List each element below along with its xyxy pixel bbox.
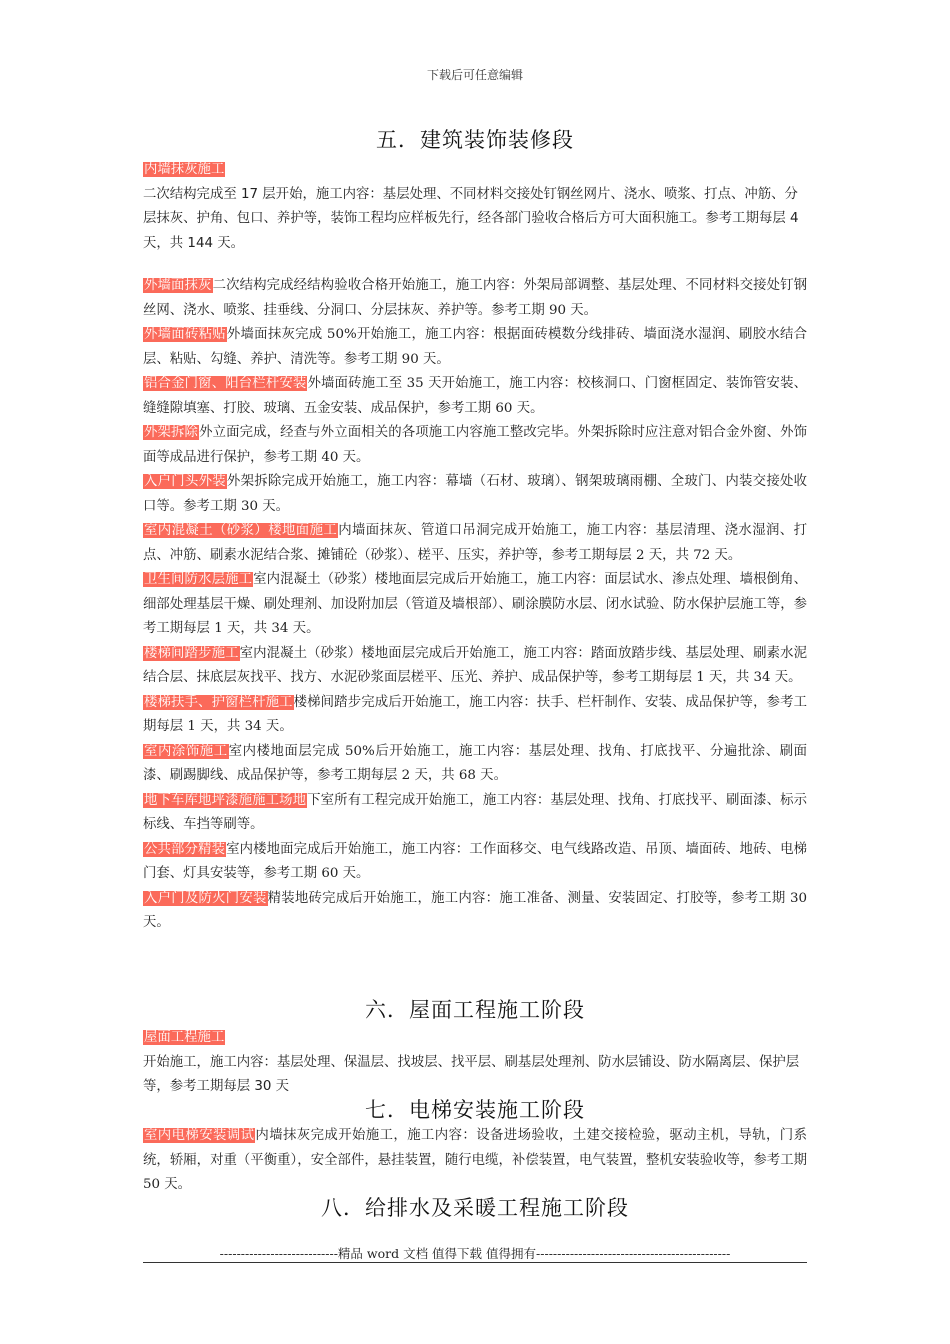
item-text: 精装地砖完成后开始施工，施工内容：施工准备、测量、安装固定、打胶等，参考工期 30 天。 [143, 890, 808, 930]
section-title-6: 六．屋面工程施工阶段 [365, 998, 585, 1022]
item-text: 内墙面抹灰、管道口吊洞完成开始施工，施工内容：基层清理、浇水湿润、打点、冲筋、刷素水泥结合浆、摊铺砼（砂浆）、槎平、压实，养护等，参考工期每层 2 天，共 72 天。 [143, 523, 807, 563]
item-text: 外架拆除完成开始施工，施工内容：幕墙（石材、玻璃）、钢架玻璃雨棚、全玻门、内装交接处收口等。参考工期 30 天。 [143, 474, 808, 514]
section-7 [143, 1094, 807, 1198]
header-note: 下载后可任意编辑 [426, 68, 523, 82]
section-title-8: 八．给排水及采暖工程施工阶段 [321, 1196, 629, 1220]
item-text: 室内混凝土（砂浆）楼地面层完成后开始施工，施工内容：面层试水、渗点处理、墙根倒角、细部处理基层干燥、刷处理剂、加设附加层（管道及墙根部）、刷涂膜防水层、闭水试验、防水保护层施工等，参考工期每层 1 天，共 34 天。 [143, 572, 808, 636]
paragraph-elevator [143, 1124, 807, 1198]
item-text: 楼梯间踏步完成后开始施工，施工内容：扶手、栏杆制作、安装、成品保护等，参考工期每层 1 天，共 34 天。 [143, 694, 807, 734]
list-item [143, 691, 807, 740]
list-item [143, 421, 807, 470]
highlight-tag: 入户门头外装 [144, 474, 226, 489]
list-item [143, 642, 807, 691]
highlight-tag: 室内涂饰施工 [144, 743, 228, 759]
highlight-tag: 室内混凝土（砂浆）楼地面施工 [144, 523, 338, 538]
section-title-7: 七．电梯安装施工阶段 [365, 1098, 585, 1122]
highlight-tag: 公共部分精装 [144, 841, 226, 857]
highlight-tag: 地下车库地坪漆施施工场地 [144, 792, 307, 808]
highlight-tag: 屋面工程施工 [144, 1030, 225, 1045]
paragraph-text: 开始施工，施工内容：基层处理、保温层、找坡层、找平层、刷基层处理剂、防水层铺设、防水隔离层、保护层等，参考工期每层 30 天 [143, 1054, 800, 1094]
footer-note: ----------------------------精品 word 文档 值得下载 值得拥有---------------------------------------------- [219, 1246, 731, 1261]
item-text: 二次结构完成经结构验收合格开始施工，施工内容：外架局部调整、基层处理、不同材料交接处钉钢丝网、浇水、喷浆、挂垂线、分洞口、分层抹灰、养护等。参考工期 90 天。 [143, 278, 808, 318]
section-5 [143, 124, 807, 256]
list-item [143, 519, 807, 568]
item-text: 外墙面抹灰完成 50%开始施工，施工内容：根据面砖模数分线排砖、墙面浇水湿润、刷胶水结合层、粘贴、勾缝、养护、清洗等。参考工期 90 天。 [143, 327, 807, 367]
list-item [143, 323, 807, 372]
item-text: 外墙面砖施工至 35 天开始施工，施工内容：校核洞口、门窗框固定、装饰管安装、缝缝隙填塞、打胶、玻璃、五金安装、成品保护，参考工期 60 天。 [143, 376, 807, 416]
list-item [143, 887, 807, 936]
highlight-tag: 外墙面砖粘贴 [144, 327, 226, 342]
list-item [143, 470, 807, 519]
item-text: 外立面完成，经查与外立面相关的各项施工内容施工整改完毕。外架拆除时应注意对铝合金外窗、外饰面等成品进行保护，参考工期 40 天。 [143, 425, 808, 465]
section-6 [143, 994, 807, 1100]
paragraph-roof [143, 1026, 807, 1100]
list-item [143, 838, 807, 887]
list-item [143, 568, 807, 642]
paragraph-text: 内墙抹灰完成开始施工，施工内容：设备进场验收，土建交接检验，驱动主机，导轨，门系统，轿厢，对重（平衡重），安全部件，悬挂装置，随行电缆，补偿装置，电气装置，整机安装验收等，参考工期 50 天。 [143, 1128, 808, 1192]
item-text: 室内楼地面完成后开始施工，施工内容：工作面移交、电气线路改造、吊顶、墙面砖、地砖、电梯门套、灯具安装等，参考工期 60 天。 [143, 841, 807, 881]
list-item [143, 274, 807, 323]
highlight-tag: 铝合金门窗、阳台栏杆安装 [144, 376, 307, 391]
item-text: 室内楼地面层完成 50%后开始施工，施工内容：基层处理、找角、打底找平、分遍批涂、刷面漆、刷踢脚线、成品保护等，参考工期每层 2 天，共 68 天。 [143, 743, 807, 783]
list-item [143, 372, 807, 421]
highlight-tag: 楼梯扶手、护窗栏杆施工 [144, 694, 293, 710]
highlight-tag: 入户门及防火门安装 [144, 890, 267, 906]
list-item [143, 789, 807, 838]
paragraph-inner-plaster [143, 158, 807, 256]
list-item [143, 740, 807, 789]
section-8 [143, 1192, 807, 1222]
highlight-tag: 内墙抹灰施工 [144, 162, 225, 177]
highlight-tag: 外架拆除 [144, 425, 199, 440]
highlight-tag: 卫生间防水层施工 [144, 572, 253, 587]
item-text: 下室所有工程完成开始施工，施工内容：基层处理、找角、打底找平、刷面漆、标示标线、车挡等刷等。 [143, 792, 808, 832]
footer-rule [143, 1262, 807, 1263]
highlight-tag: 外墙面抹灰 [144, 278, 212, 293]
highlight-tag: 楼梯间踏步施工 [144, 645, 239, 661]
section-title-5: 五．建筑装饰装修段 [376, 128, 574, 152]
section-5-items [143, 274, 807, 936]
item-text: 室内混凝土（砂浆）楼地面层完成后开始施工，施工内容：踏面放踏步线、基层处理、刷素水泥结合层、抹底层灰找平、找方、水泥砂浆面层槎平、压光、养护、成品保护等，参考工期每层 1 天，共 34 天。 [143, 645, 808, 685]
highlight-tag: 室内电梯安装调试 [144, 1128, 255, 1143]
paragraph-text: 二次结构完成至 17 层开始，施工内容：基层处理、不同材料交接处钉钢丝网片、浇水、喷浆、打点、冲筋、分层抹灰、护角、包口、养护等，装饰工程均应样板先行，经各部门验收合格后方可大面积施工。参考工期每层 4 天，共 144 天。 [143, 186, 799, 251]
